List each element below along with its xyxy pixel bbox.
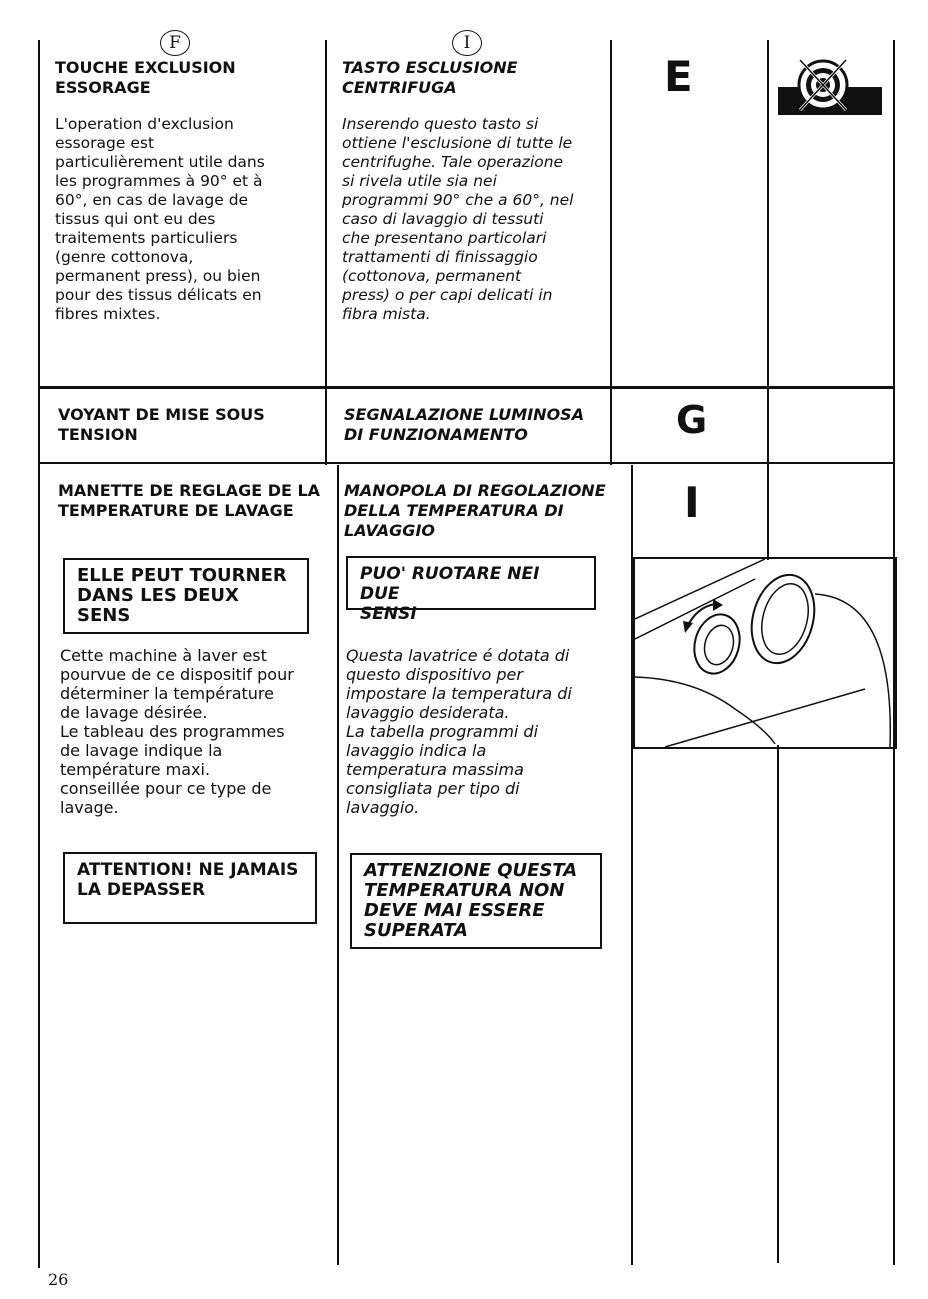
section-rule-1 [40,386,895,389]
fr-temperature-title: MANETTE DE REGLAGE DE LA TEMPERATURE DE LAVAGE [58,481,321,520]
page-number: 26 [48,1270,69,1289]
italian-letter: I [684,478,700,527]
fr-rotation-box: ELLE PEUT TOURNER DANS LES DEUX SENS [63,558,309,634]
column-rule-left [38,40,40,1268]
it-temperature-title: MANOPOLA DI REGOLAZIONE DELLA TEMPERATURA DI LAVAGGIO [344,481,606,540]
italian-language-mark: I [452,30,482,56]
it-exclusion-text: Inserendo questo tasto si ottiene l'esclusione di tutte le centrifughe. Tale operazione si rivela utile sia nei programmi 90° che a 60°, nel caso di lavaggio di tessuti che presentano particolari trattamenti di finissaggio (cottonova, permanent press) o per capi delicati in fibra mista. [342,115,574,323]
fr-exclusion-text: L'operation d'exclusion essorage est particulièrement utile dans les programmes à 90° et à 60°, en cas de lavage de tissus qui ont eu des traitements particuliers (genre cottonova, permanent press), ou bien pour des tissus délicats en fibres mixtes. [55,115,265,323]
column-rule-middle-top [325,40,327,465]
column-rule-far-bottom [777,745,779,1263]
spin-exclusion-icon [778,55,882,117]
it-voyant-title: SEGNALAZIONE LUMINOSA DI FUNZIONAMENTO [344,405,585,444]
french-language-mark: F [160,30,190,56]
spanish-letter: E [664,52,693,101]
column-rule-far-top [767,40,769,560]
column-rule-middle-bottom [337,465,339,1265]
fr-exclusion-title: TOUCHE EXCLUSION ESSORAGE [55,58,236,97]
fr-temperature-text: Cette machine à laver est pourvue de ce dispositif pour déterminer la température de lavage désirée. Le tableau des programmes de lavage indique la température maxi. conseillée pour ce type de lavage. [60,646,294,817]
it-temperature-text: Questa lavatrice é dotata di questo dispositivo per impostare la temperatura di lavaggio desiderata. La tabella programmi di lavaggio indica la temperatura massima consigliata per tipo di lavaggio. [346,646,572,817]
column-rule-right-top [610,40,612,465]
it-exclusion-title: TASTO ESCLUSIONE CENTRIFUGA [342,58,518,97]
fr-voyant-title: VOYANT DE MISE SOUS TENSION [58,405,265,444]
temperature-knob-illustration [633,557,897,749]
it-rotation-box: PUO' RUOTARE NEI DUE SENSI [346,556,596,610]
it-warning-box: ATTENZIONE QUESTA TEMPERATURA NON DEVE MAI ESSERE SUPERATA [350,853,602,949]
german-letter: G [676,398,708,442]
fr-warning-box: ATTENTION! NE JAMAIS LA DEPASSER [63,852,317,924]
section-rule-2 [40,462,895,464]
